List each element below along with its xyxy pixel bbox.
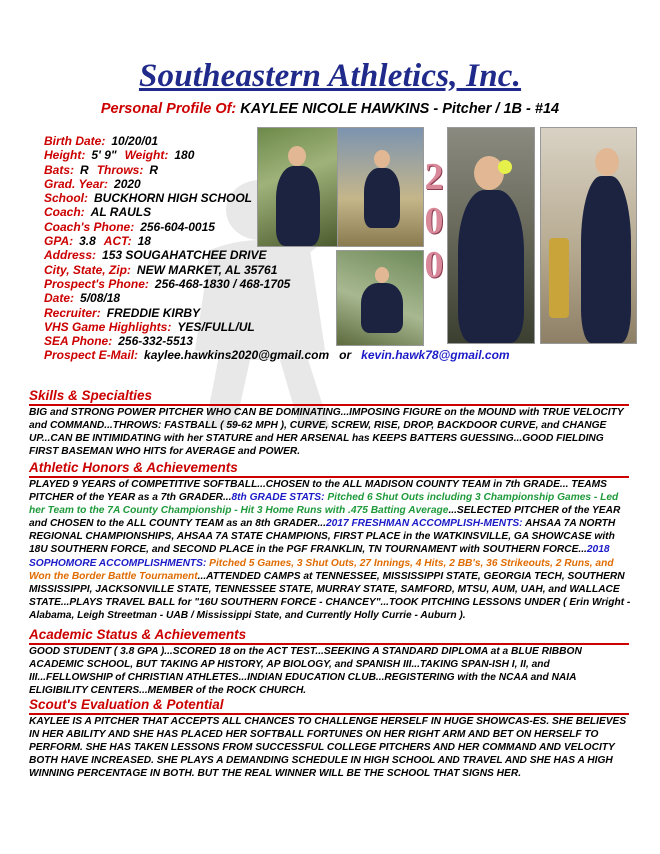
date-label: Date: <box>44 291 75 306</box>
prospect-phone: 256-468-1830 / 468-1705 <box>154 276 291 291</box>
recruiter: FREDDIE KIRBY <box>106 305 201 320</box>
address: 153 SOUGAHATCHEE DRIVE <box>102 248 267 263</box>
city: NEW MARKET, AL 35761 <box>136 262 278 277</box>
profile-label: Personal Profile Of: <box>100 101 237 117</box>
height: 5' 9" <box>91 148 117 163</box>
prospect-phone-label: Prospect's Phone: <box>44 276 149 291</box>
gpa-label: GPA: <box>44 234 74 249</box>
honors-sophomore-stats: Pitched 5 Games, 3 Shut Outs, 27 Innings, 4 Hits, 2 BB's, 36 Strikeouts, 2 Runs, and Won the Border Battle Tournament <box>29 557 614 582</box>
birth-date-label: Birth Date: <box>44 134 106 148</box>
gpa: 3.8 <box>79 234 96 249</box>
coach: AL RAULS <box>90 205 152 220</box>
honors-text: PLAYED 9 YEARS of COMPETITIVE SOFTBALL...CHOSEN to the ALL MADISON COUNTY TEAM in 7th GRADE... TEAMS PITCHER of the YEAR as a 7th GRADER... <box>29 479 607 504</box>
skills-body: BIG and STRONG POWER PITCHER WHO CAN BE DOMINATING...IMPOSING FIGURE on the MOUND with TRUE VELOCITY and COMMAND...THROWS: FASTBALL ( 59-62 MPH ), CURVE, SCREW, RISE, DROP, BACKDOOR CURVE, and CHANGE UP...CAN BE INTIMIDATING with her STATURE and HER ARSENAL has KEEPS BATTERS GUESSING...GOOD FIELDING FIRST BASEMAN WHO HITS for AVERAGE and POWER. <box>29 407 624 458</box>
date: 5/08/18 <box>80 291 121 306</box>
birth-date: 10/20/01 <box>111 134 159 148</box>
honors-freshman-text: AHSAA 7A NORTH REGIONAL CHAMPIONSHIPS, AHSAA 7A STATE CHAMPIONS, FIRST PLACE in the WATKINSVILLE, GA SHOWCASE with 18U SOUTHERN FORCE, and SECOND PLACE in the PGF FRANKLIN, TN TOURNAMENT with SOUTHERN FORCE... <box>29 518 616 556</box>
city-label: City, State, Zip: <box>44 262 131 277</box>
act: 18 <box>137 234 151 249</box>
scout-body: KAYLEE IS A PITCHER THAT ACCEPTS ALL CHANCES TO CHALLENGE HERSELF IN HUGE SHOWCAS-ES. SHE BELIEVES IN HER ABILITY AND SHE HAS PLACED HER SOFTBALL FORTUNES ON HER RIGHT ARM AND BET ON HERSELF TO PERFORM. SHE HAS TAKEN LESSONS FROM SUCCESSFUL COLLEGE PITCHERS AND HER COMMAND AND VELOCITY BOTH HAVE INCREASED. SHE PLAYS A DEMANDING SCHEDULE IN HIGH SCHOOL AND TRAVEL AND SHE HAS A HIGH WINNING PERCENTAGE IN BOTH. BUT THE REAL WINNER WILL BE THE SCHOOL THAT SIGNS HER. <box>29 716 627 780</box>
skills-heading: Skills & Specialties <box>29 388 629 406</box>
honors-sophomore-label: 2018 SOPHOMORE ACCOMPLISHMENTS: <box>29 544 610 569</box>
honors-text: ...ATTENDED CAMPS at TENNESSEE, MISSISSIPPI STATE, GEORGIA TECH, SOUTHERN MISSISSIPPI, JACKSONVILLE STATE, TENNESSEE STATE, MURRAY STATE, SAMFORD, MTSU, AUM, UAH, and WALLACE STATE...PLAYS TRAVEL BALL for "16U SOUTHERN FORCE - CHANCEY"...TOOK PITCHING LESSONS UNDER ( Erin Wright - Alabama, Leigh Streetman - UAB / Mississippi State, and Currently Holly Currie - Auburn ). <box>29 570 631 621</box>
academic-body: GOOD STUDENT ( 3.8 GPA )...SCORED 18 on the ACT TEST...SEEKING A STANDARD DIPLOMA at a BLUE RIBBON ACADEMIC SCHOOL, BUT TAKING AP HISTORY, AP BIOLOGY, and SPANISH III...TAKING SPAN-ISH I, II, and III...FELLOWSHIP of CHRISTIAN ATHLETES...INDIAN EDUCATION CLUB...REGISTERING with the NCAA and NAIA ELIGIBILITY CENTERS...MEMBER of the ROCK CHURCH. <box>29 646 582 697</box>
email-link-primary[interactable]: kaylee.hawkins2020@gmail.com <box>144 348 330 363</box>
address-label: Address: <box>44 248 97 263</box>
sea-phone-label: SEA Phone: <box>44 334 113 349</box>
act-label: ACT: <box>103 234 132 249</box>
scout-heading: Scout's Evaluation & Potential <box>29 697 629 715</box>
milestone-digit: 0 <box>424 244 444 286</box>
milestone-200 <box>424 155 444 287</box>
honors-heading: Athletic Honors & Achievements <box>29 460 629 478</box>
honors-8th-grade-stats: Pitched 6 Shut Outs including 3 Championship Games - Led her Team to the 7A County Championship - Hit 3 Home Runs with .475 Batting Average <box>29 492 619 517</box>
email-or: or <box>339 348 352 363</box>
coach-label: Coach: <box>44 205 85 220</box>
bats-label: Bats: <box>44 162 75 177</box>
photo-player-with-trophy <box>540 127 637 344</box>
photo-player-dugout <box>257 127 339 247</box>
vhs-label: VHS Game Highlights: <box>44 319 172 334</box>
grad-year: 2020 <box>114 176 141 191</box>
throws-label: Throws: <box>96 162 144 177</box>
academic-heading: Academic Status & Achievements <box>29 627 629 645</box>
weight: 180 <box>174 148 195 163</box>
honors-freshman-label: 2017 FRESHMAN ACCOMPLISH-MENTS: <box>325 518 523 530</box>
grad-year-label: Grad. Year: <box>44 176 109 191</box>
weight-label: Weight: <box>124 148 169 163</box>
school: BUCKHORN HIGH SCHOOL <box>94 191 252 206</box>
recruiter-label: Recruiter: <box>44 305 101 320</box>
coach-phone-label: Coach's Phone: <box>44 219 135 234</box>
photo-player-pitching <box>337 127 424 247</box>
vhs: YES/FULL/UL <box>177 319 255 334</box>
bats: R <box>80 162 89 177</box>
email-link-secondary[interactable]: kevin.hawk78@gmail.com <box>361 348 510 363</box>
page-title: Southeastern Athletics, Inc. <box>138 58 522 94</box>
height-label: Height: <box>44 148 86 163</box>
photo-player-with-ball <box>447 127 535 344</box>
throws: R <box>149 162 159 177</box>
school-label: School: <box>44 191 88 206</box>
milestone-digit: 0 <box>424 200 444 242</box>
profile-subtitle <box>0 101 660 117</box>
honors-body <box>29 478 632 622</box>
email-label: Prospect E-Mail: <box>44 348 139 363</box>
honors-8th-grade-label: 8th GRADE STATS: <box>231 492 325 504</box>
photo-player-windup <box>336 250 424 346</box>
sea-phone: 256-332-5513 <box>118 334 193 349</box>
coach-phone: 256-604-0015 <box>140 219 215 234</box>
honors-text: ...SELECTED PITCHER of the YEAR and CHOSEN to the ALL COUNTY TEAM as an 8th GRADER... <box>29 505 621 530</box>
milestone-digit: 2 <box>424 156 444 198</box>
profile-name: KAYLEE NICOLE HAWKINS - Pitcher / 1B - #14 <box>240 101 560 117</box>
